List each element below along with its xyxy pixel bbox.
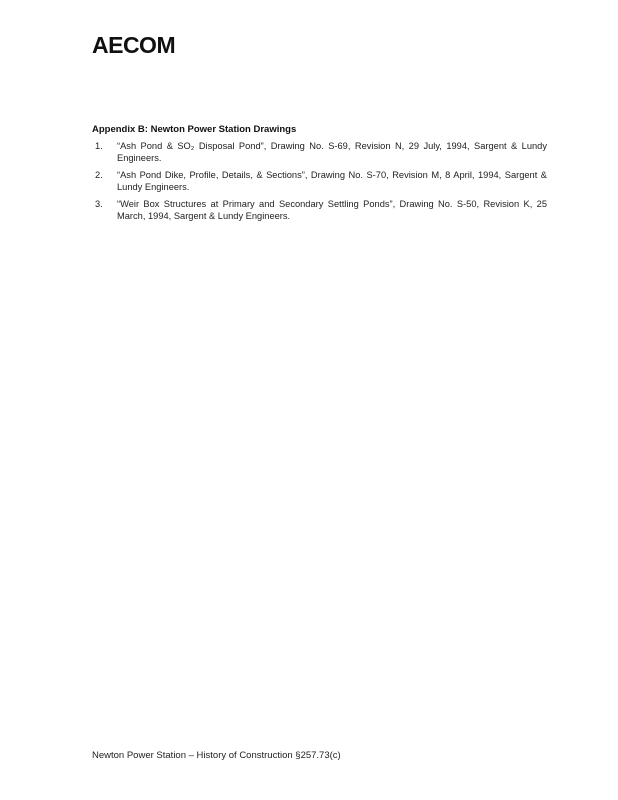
- list-item: [92, 141, 547, 164]
- list-item: [92, 199, 547, 222]
- appendix-title: Appendix B: Newton Power Station Drawings: [92, 124, 297, 135]
- aecom-logo: AECOM: [92, 32, 176, 58]
- list-item-text: “Ash Pond & SO₂ Disposal Pond”, Drawing No. S-69, Revision N, 29 July, 1994, Sargent & Lundy Engineers.: [117, 141, 547, 163]
- list-item-number: 1.: [95, 141, 103, 151]
- drawings-list: [92, 141, 547, 228]
- list-item-text: “Weir Box Structures at Primary and Secondary Settling Ponds”, Drawing No. S-50, Revision K, 25 March, 1994, Sargent & Lundy Engineers.: [117, 199, 547, 221]
- list-item: [92, 170, 547, 193]
- list-item-number: 3.: [95, 199, 103, 209]
- list-item-number: 2.: [95, 170, 103, 180]
- list-item-text: “Ash Pond Dike, Profile, Details, & Sections”, Drawing No. S-70, Revision M, 8 April, 1994, Sargent & Lundy Engineers.: [117, 170, 547, 192]
- page-footer: Newton Power Station – History of Construction §257.73(c): [92, 750, 341, 761]
